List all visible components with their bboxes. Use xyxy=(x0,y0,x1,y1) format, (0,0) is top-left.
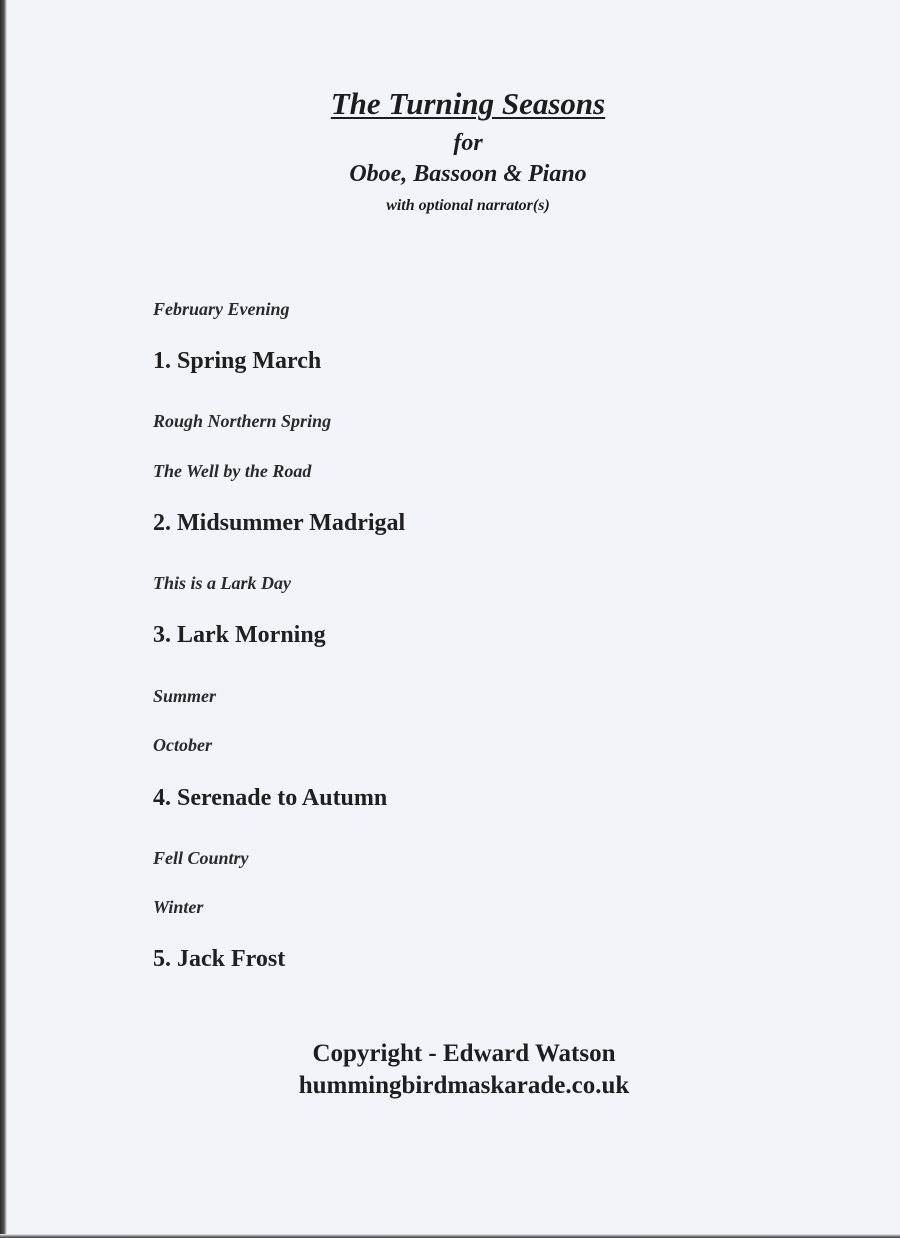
movement-4-serenade-to-autumn: 4. Serenade to Autumn xyxy=(153,785,388,811)
work-title: The Turning Seasons xyxy=(330,86,606,121)
poem-october: October xyxy=(153,735,212,755)
poem-the-well-by-the-road: The Well by the Road xyxy=(153,461,312,481)
movement-2-midsummer-madrigal: 2. Midsummer Madrigal xyxy=(153,510,406,536)
poem-rough-northern-spring: Rough Northern Spring xyxy=(153,411,332,431)
poem-summer: Summer xyxy=(153,686,217,706)
movement-1-spring-march: 1. Spring March xyxy=(153,348,322,374)
website-address: hummingbirdmaskarade.co.uk xyxy=(298,1072,630,1099)
poem-winter: Winter xyxy=(153,897,204,917)
movement-3-lark-morning: 3. Lark Morning xyxy=(153,622,326,648)
poem-this-is-a-lark-day: This is a Lark Day xyxy=(153,573,292,593)
poem-fell-country: Fell Country xyxy=(153,848,249,868)
page-bottom-edge xyxy=(0,1234,900,1238)
copyright-line: Copyright - Edward Watson xyxy=(312,1040,616,1067)
instrumentation: Oboe, Bassoon & Piano xyxy=(349,161,587,187)
for-label: for xyxy=(453,130,483,156)
poem-february-evening: February Evening xyxy=(153,299,290,319)
movement-5-jack-frost: 5. Jack Frost xyxy=(153,946,286,972)
narrator-note: with optional narrator(s) xyxy=(386,197,550,214)
